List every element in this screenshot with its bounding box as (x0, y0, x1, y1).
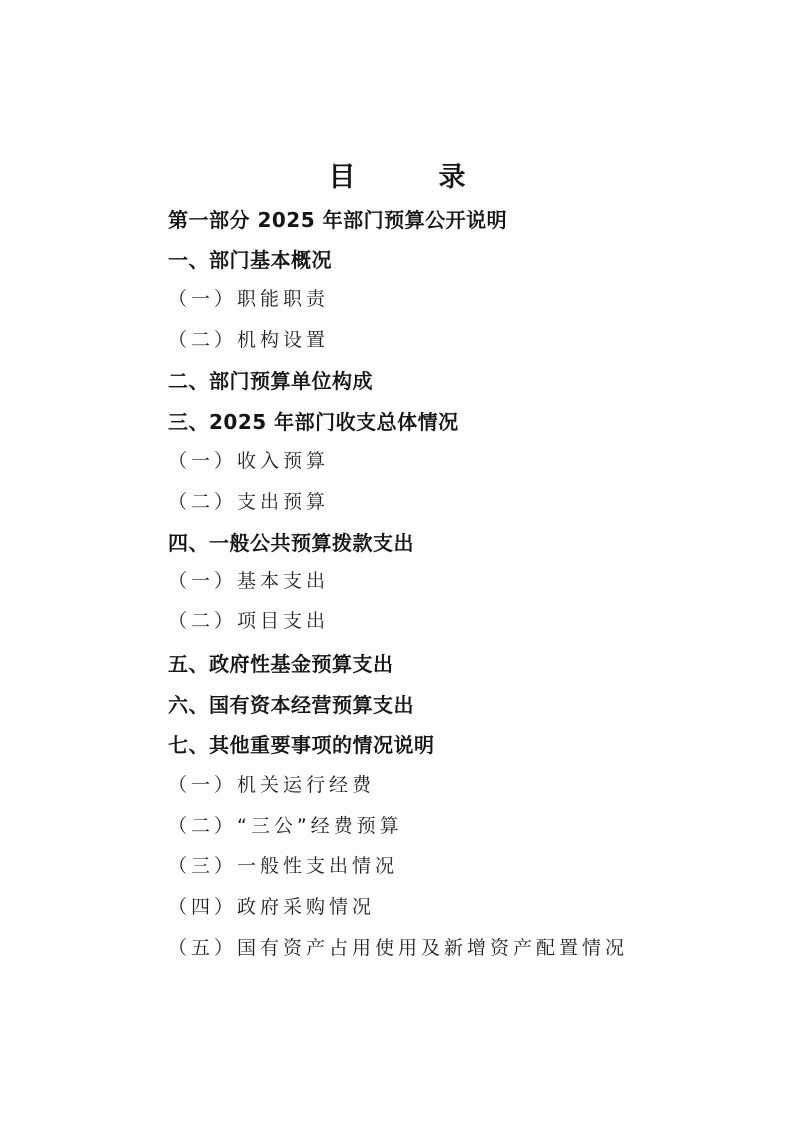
toc-subentry: （一）收入预算 (168, 450, 330, 472)
toc-subentry: （二）“三公”经费预算 (168, 815, 403, 837)
toc-entry: 七、其他重要事项的情况说明 (168, 733, 435, 757)
toc-subentry: （五）国有资产占用使用及新增资产配置情况 (168, 937, 629, 959)
toc-entry: 六、国有资本经营预算支出 (168, 693, 414, 717)
toc-entry: 五、政府性基金预算支出 (168, 652, 394, 676)
toc-entry: 一、部门基本概况 (168, 248, 332, 272)
toc-subentry: （一）机关运行经费 (168, 774, 376, 796)
toc-subentry: （三）一般性支出情况 (168, 855, 399, 877)
toc-entry: 四、一般公共预算拨款支出 (168, 531, 414, 555)
toc-subentry: （二）项目支出 (168, 610, 330, 632)
toc-subentry: （二）支出预算 (168, 491, 330, 513)
toc-subentry: （一）基本支出 (168, 570, 330, 592)
toc-entry: 二、部门预算单位构成 (168, 369, 373, 393)
toc-subentry: （二）机构设置 (168, 329, 330, 351)
toc-entry: 第一部分 2025 年部门预算公开说明 (168, 208, 508, 232)
page-title: 目 录 (328, 162, 494, 193)
toc-entry: 三、2025 年部门收支总体情况 (168, 410, 459, 434)
toc-subentry: （四）政府采购情况 (168, 896, 376, 918)
toc-subentry: （一）职能职责 (168, 288, 330, 310)
